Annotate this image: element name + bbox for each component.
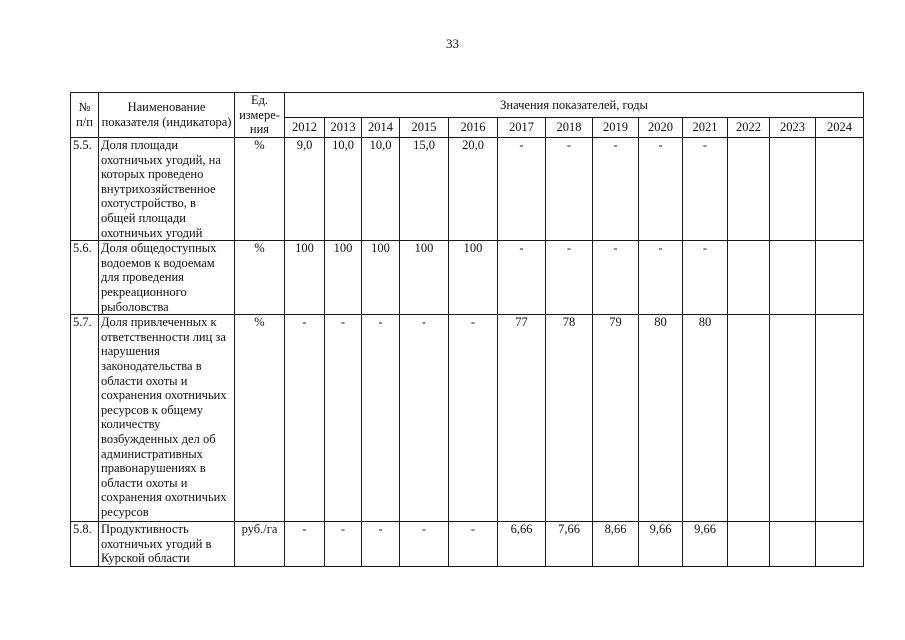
value-cell: - bbox=[546, 241, 593, 315]
value-cell: 80 bbox=[683, 315, 728, 522]
value-cell bbox=[728, 138, 770, 241]
value-cell: 78 bbox=[546, 315, 593, 522]
header-year: 2023 bbox=[770, 118, 816, 138]
value-cell: 8,66 bbox=[593, 522, 639, 567]
header-year: 2014 bbox=[362, 118, 400, 138]
header-unit: Ед. измере-ния bbox=[235, 93, 285, 138]
row-number: 5.8. bbox=[71, 522, 99, 567]
value-cell: 100 bbox=[325, 241, 362, 315]
indicator-name: Продуктивность охотничьих угодий в Курской области bbox=[99, 522, 235, 567]
table-row bbox=[71, 138, 864, 241]
value-cell: - bbox=[639, 138, 683, 241]
value-cell: 9,0 bbox=[285, 138, 325, 241]
value-cell: - bbox=[498, 241, 546, 315]
value-cell: 9,66 bbox=[639, 522, 683, 567]
header-year: 2021 bbox=[683, 118, 728, 138]
value-cell bbox=[770, 138, 816, 241]
header-year: 2015 bbox=[400, 118, 449, 138]
value-cell: - bbox=[325, 315, 362, 522]
value-cell bbox=[770, 315, 816, 522]
value-cell bbox=[728, 241, 770, 315]
indicator-name: Доля привлеченных к ответственности лиц за нарушения законодательства в области охоты и сохранения охотничьих ресурсов к общему количеству возбужденных дел об административных правонарушениях в области охоты и сохранения охотничьих ресурсов bbox=[99, 315, 235, 522]
table-row bbox=[71, 315, 864, 522]
header-year: 2022 bbox=[728, 118, 770, 138]
value-cell: - bbox=[400, 522, 449, 567]
value-cell bbox=[816, 138, 864, 241]
value-cell: - bbox=[325, 522, 362, 567]
value-cell bbox=[728, 522, 770, 567]
row-number: 5.7. bbox=[71, 315, 99, 522]
value-cell: 10,0 bbox=[362, 138, 400, 241]
unit-cell: % bbox=[235, 138, 285, 241]
page-number: 33 bbox=[446, 36, 459, 51]
header-year: 2020 bbox=[639, 118, 683, 138]
value-cell: - bbox=[498, 138, 546, 241]
value-cell: 6,66 bbox=[498, 522, 546, 567]
row-number: 5.5. bbox=[71, 138, 99, 241]
value-cell: - bbox=[683, 138, 728, 241]
header-year: 2016 bbox=[449, 118, 498, 138]
header-indicator-name: Наименование показателя (индикатора) bbox=[99, 93, 235, 138]
header-year: 2013 bbox=[325, 118, 362, 138]
value-cell: - bbox=[285, 522, 325, 567]
value-cell bbox=[816, 522, 864, 567]
table-row bbox=[71, 522, 864, 567]
value-cell: 9,66 bbox=[683, 522, 728, 567]
header-year: 2019 bbox=[593, 118, 639, 138]
indicator-name: Доля площади охотничьих угодий, на которых проведено внутрихозяйственное охотустройство, в общей площади охотничьих угодий bbox=[99, 138, 235, 241]
value-cell bbox=[770, 241, 816, 315]
value-cell: - bbox=[593, 241, 639, 315]
row-number: 5.6. bbox=[71, 241, 99, 315]
value-cell: - bbox=[449, 522, 498, 567]
value-cell: 10,0 bbox=[325, 138, 362, 241]
table-row bbox=[71, 241, 864, 315]
unit-cell: руб./га bbox=[235, 522, 285, 567]
indicators-table bbox=[70, 92, 864, 567]
header-year: 2017 bbox=[498, 118, 546, 138]
value-cell bbox=[770, 522, 816, 567]
value-cell bbox=[816, 241, 864, 315]
value-cell: - bbox=[400, 315, 449, 522]
unit-cell: % bbox=[235, 241, 285, 315]
value-cell: - bbox=[546, 138, 593, 241]
header-values-group: Значения показателей, годы bbox=[285, 93, 864, 118]
value-cell: 79 bbox=[593, 315, 639, 522]
value-cell: - bbox=[449, 315, 498, 522]
header-year: 2024 bbox=[816, 118, 864, 138]
value-cell: 100 bbox=[285, 241, 325, 315]
value-cell bbox=[728, 315, 770, 522]
header-year: 2018 bbox=[546, 118, 593, 138]
value-cell: - bbox=[285, 315, 325, 522]
value-cell: 77 bbox=[498, 315, 546, 522]
value-cell: 100 bbox=[362, 241, 400, 315]
value-cell: 15,0 bbox=[400, 138, 449, 241]
value-cell: - bbox=[362, 315, 400, 522]
value-cell: - bbox=[683, 241, 728, 315]
value-cell: 100 bbox=[449, 241, 498, 315]
value-cell bbox=[816, 315, 864, 522]
value-cell: - bbox=[362, 522, 400, 567]
value-cell: 20,0 bbox=[449, 138, 498, 241]
value-cell: 80 bbox=[639, 315, 683, 522]
value-cell: 7,66 bbox=[546, 522, 593, 567]
header-year: 2012 bbox=[285, 118, 325, 138]
unit-cell: % bbox=[235, 315, 285, 522]
indicator-name: Доля общедоступных водоемов к водоемам для проведения рекреационного рыболовства bbox=[99, 241, 235, 315]
value-cell: - bbox=[593, 138, 639, 241]
value-cell: 100 bbox=[400, 241, 449, 315]
header-num: № п/п bbox=[71, 93, 99, 138]
value-cell: - bbox=[639, 241, 683, 315]
